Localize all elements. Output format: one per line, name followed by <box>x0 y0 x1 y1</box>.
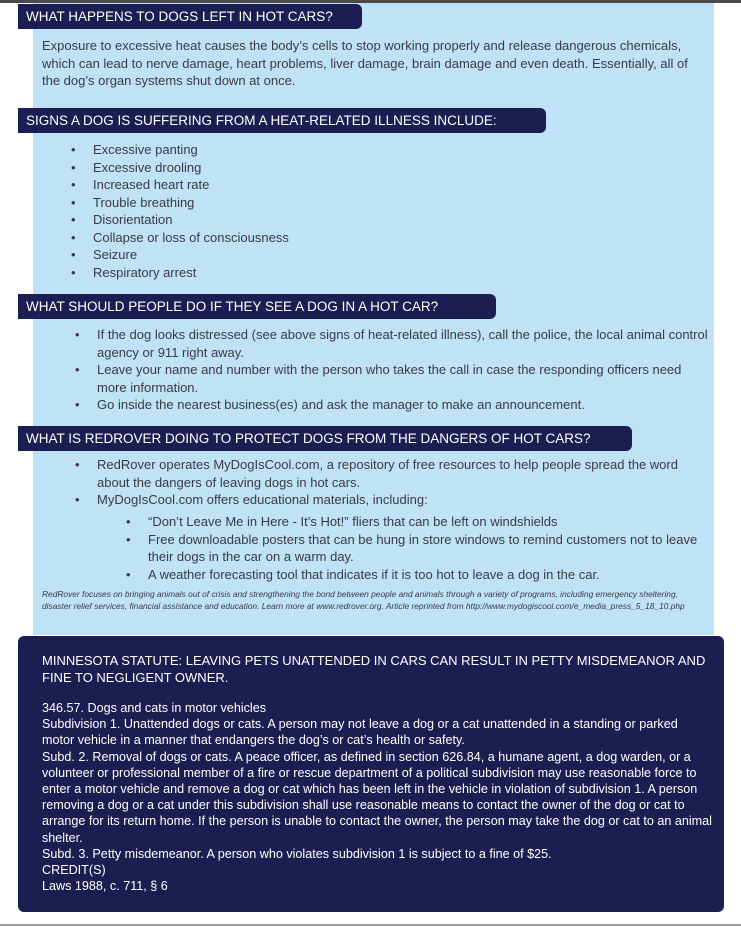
list-item: • Excessive drooling <box>93 159 693 177</box>
section-header-redrover: WHAT IS REDROVER DOING TO PROTECT DOGS FROM THE DANGERS OF HOT CARS? <box>18 426 632 451</box>
statute-body <box>42 700 712 894</box>
statute-line: Subd. 3. Petty misdemeanor. A person who violates subdivision 1 is subject to a fine of $25. <box>42 846 552 861</box>
list-item: • Seizure <box>93 246 693 264</box>
list-item: • Respiratory arrest <box>93 264 693 282</box>
article-credit: RedRover focuses on bringing animals out of crisis and strengthening the bond between people and animals through a variety of programs, including emergency sheltering, disaster relief services, financial assistance and education. Learn more at www.redrover.org. Article reprinted from http://www.mydogiscool.com/e_media_press_5_18_10.php <box>42 589 685 611</box>
list-item: • Free downloadable posters that can be hung in store windows to remind customers not to leave their dogs in the car on a warm day. <box>148 531 708 566</box>
list-item: • Collapse or loss of consciousness <box>93 229 693 247</box>
statute-line: CREDIT(S) <box>42 863 106 878</box>
list-item: • Disorientation <box>93 211 693 229</box>
materials-sublist <box>148 513 708 583</box>
list-item: • “Don’t Leave Me in Here - It’s Hot!” fliers that can be left on windshields <box>148 513 708 531</box>
list-item: • Increased heart rate <box>93 176 693 194</box>
bottom-rule <box>0 924 741 926</box>
section-header-what-happens: WHAT HAPPENS TO DOGS LEFT IN HOT CARS? <box>18 4 362 29</box>
list-item: • MyDogIsCool.com offers educational materials, including: <box>97 491 682 509</box>
section-header-what-to-do: WHAT SHOULD PEOPLE DO IF THEY SEE A DOG IN A HOT CAR? <box>18 294 496 319</box>
statute-line: Laws 1988, c. 711, § 6 <box>42 879 168 894</box>
list-item: • Go inside the nearest business(es) and ask the manager to make an announcement. <box>97 396 709 414</box>
statute-line: 346.57. Dogs and cats in motor vehicles <box>42 701 267 715</box>
section-header-signs: SIGNS A DOG IS SUFFERING FROM A HEAT-RELATED ILLNESS INCLUDE: <box>18 108 546 133</box>
list-item: • A weather forecasting tool that indicates if it is too hot to leave a dog in the car. <box>148 566 708 584</box>
list-item: • RedRover operates MyDogIsCool.com, a repository of free resources to help people spread the word about the dangers of leaving dogs in hot cars. <box>97 456 682 491</box>
list-item: • Trouble breathing <box>93 194 693 212</box>
actions-list <box>97 326 709 414</box>
statute-title: MINNESOTA STATUTE: LEAVING PETS UNATTENDED IN CARS CAN RESULT IN PETTY MISDEMEANOR AND FINE TO NEGLIGENT OWNER. <box>42 653 706 685</box>
list-item: • If the dog looks distressed (see above signs of heat-related illness), call the police, the local animal control agency or 911 right away. <box>97 326 709 361</box>
statute-line: Subdivision 1. Unattended dogs or cats. A person may not leave a dog or a cat unattended in a standing or parked motor vehicle in a manner that endangers the dog’s or cat’s health or safety. <box>42 717 678 748</box>
section-paragraph-what-happens: Exposure to excessive heat causes the body’s cells to stop working properly and release dangerous chemicals, which can lead to nerve damage, heart problems, liver damage, brain damage and even death. Essentially, all of the dog’s organ systems shut down at once. <box>42 38 688 88</box>
list-item: • Excessive panting <box>93 141 693 159</box>
statute-line: Subd. 2. Removal of dogs or cats. A peace officer, as defined in section 626.84, a humane agent, a dog warden, or a volunteer or professional member of a fire or rescue department of a political subdivision may use reasonable force to enter a motor vehicle and remove a dog or cat which has been left in the vehicle in violation of subdivision 1. A person removing a dog or a cat under this subdivision shall use reasonable means to contact the owner of the dog or cat to arrange for its return home. If the person is unable to contact the owner, the person may take the dog or cat to an animal shelter. <box>42 749 712 845</box>
signs-list <box>93 141 693 281</box>
redrover-list <box>97 456 682 509</box>
list-item: • Leave your name and number with the person who takes the call in case the responding officers need more information. <box>97 361 709 396</box>
statute-panel <box>18 636 724 912</box>
